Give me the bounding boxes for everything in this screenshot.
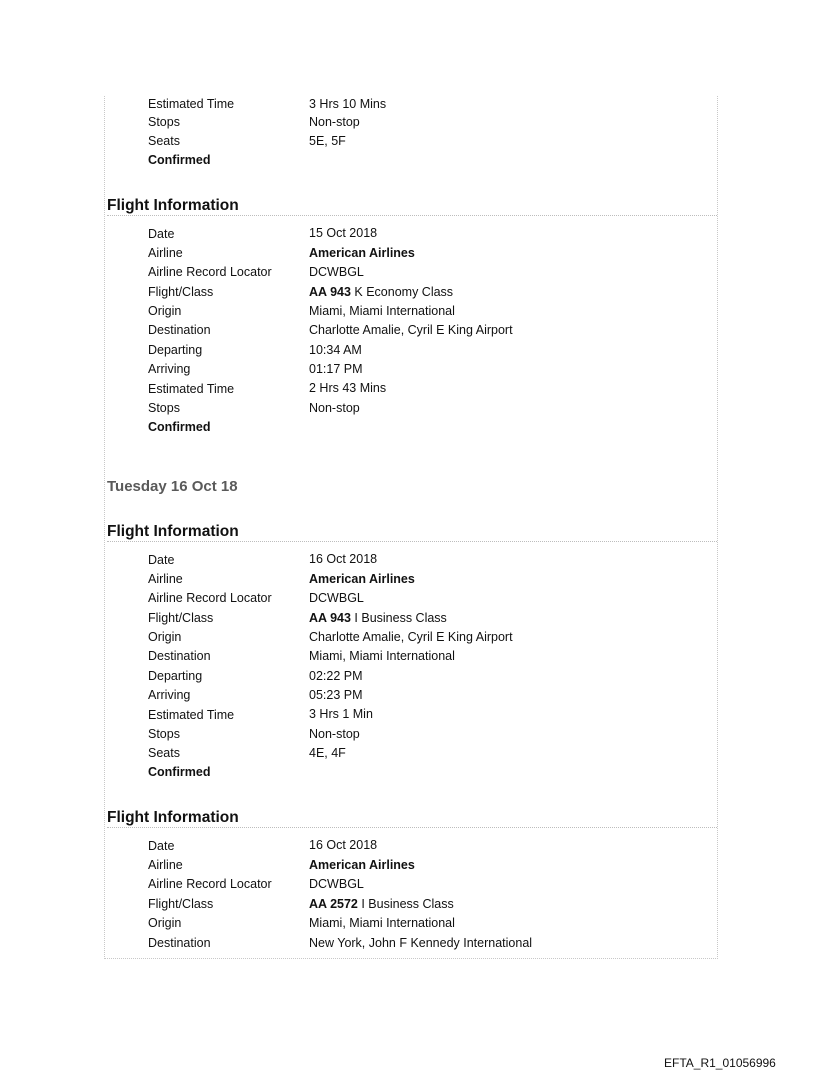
section-divider (107, 541, 717, 542)
estimated-time-label: Estimated Time (148, 708, 235, 722)
locator-label: Airline Record Locator (148, 265, 272, 279)
arriving-value: 01:17 PM (309, 362, 363, 376)
locator-label: Airline Record Locator (148, 877, 272, 891)
fare-class: I Business Class (361, 897, 454, 911)
date-label: Date (148, 553, 175, 567)
departing-value: 02:22 PM (309, 669, 363, 683)
airline-value: American Airlines (309, 858, 415, 872)
status-confirmed: Confirmed (148, 420, 211, 434)
destination-value: Charlotte Amalie, Cyril E King Airport (309, 323, 513, 337)
airline-value: American Airlines (309, 572, 415, 586)
seats-label: Seats (148, 134, 180, 148)
destination-label: Destination (148, 936, 211, 950)
locator-label: Airline Record Locator (148, 591, 272, 605)
flight-class-value (309, 285, 453, 300)
day-heading: Tuesday 16 Oct 18 (107, 478, 238, 495)
stops-value: Non-stop (309, 727, 360, 741)
status-confirmed: Confirmed (148, 153, 211, 167)
arriving-value: 05:23 PM (309, 688, 363, 702)
estimated-time-value: 3 Hrs 1 Min (309, 707, 373, 721)
flight-class-value (309, 611, 447, 626)
stops-label: Stops (148, 115, 180, 129)
locator-value: DCWBGL (309, 591, 364, 605)
stops-label: Stops (148, 727, 180, 741)
seats-label: Seats (148, 746, 180, 760)
section-title: Flight Information (107, 523, 239, 540)
date-value: 16 Oct 2018 (309, 838, 378, 852)
destination-label: Destination (148, 649, 211, 663)
destination-value: Miami, Miami International (309, 649, 455, 663)
flight-class-label: Flight/Class (148, 897, 214, 911)
airline-value: American Airlines (309, 246, 415, 260)
stops-label: Stops (148, 401, 180, 415)
status-confirmed: Confirmed (148, 765, 211, 779)
flight-class-value (309, 897, 454, 912)
estimated-time-value: 2 Hrs 43 Mins (309, 381, 387, 395)
destination-label: Destination (148, 323, 211, 337)
flight-number: AA 2572 (309, 897, 358, 911)
flight-number: AA 943 (309, 611, 351, 625)
section-divider (107, 215, 717, 216)
locator-value: DCWBGL (309, 265, 364, 279)
section-divider (107, 827, 717, 828)
section-title: Flight Information (107, 197, 239, 214)
origin-label: Origin (148, 304, 182, 318)
date-value: 16 Oct 2018 (309, 552, 378, 566)
origin-value: Miami, Miami International (309, 304, 455, 318)
origin-value: Charlotte Amalie, Cyril E King Airport (309, 630, 513, 644)
estimated-time-label: Estimated Time (148, 97, 235, 111)
stops-value: Non-stop (309, 401, 360, 415)
arriving-label: Arriving (148, 362, 191, 376)
section-title: Flight Information (107, 809, 239, 826)
departing-label: Departing (148, 669, 203, 683)
fare-class: I Business Class (354, 611, 447, 625)
seats-value: 5E, 5F (309, 134, 346, 148)
departing-value: 10:34 AM (309, 343, 362, 357)
airline-label: Airline (148, 858, 183, 872)
departing-label: Departing (148, 343, 203, 357)
airline-label: Airline (148, 246, 183, 260)
date-value: 15 Oct 2018 (309, 226, 378, 240)
document-id: EFTA_R1_01056996 (664, 1056, 776, 1070)
airline-label: Airline (148, 572, 183, 586)
stops-value: Non-stop (309, 115, 360, 129)
date-label: Date (148, 839, 175, 853)
date-label: Date (148, 227, 175, 241)
estimated-time-label: Estimated Time (148, 382, 235, 396)
fare-class: K Economy Class (354, 285, 454, 299)
origin-label: Origin (148, 630, 182, 644)
flight-class-label: Flight/Class (148, 611, 214, 625)
locator-value: DCWBGL (309, 877, 364, 891)
estimated-time-value: 3 Hrs 10 Mins (309, 97, 387, 111)
arriving-label: Arriving (148, 688, 191, 702)
seats-value: 4E, 4F (309, 746, 346, 760)
flight-number: AA 943 (309, 285, 351, 299)
destination-value: New York, John F Kennedy International (309, 936, 533, 950)
origin-value: Miami, Miami International (309, 916, 455, 930)
origin-label: Origin (148, 916, 182, 930)
flight-class-label: Flight/Class (148, 285, 214, 299)
